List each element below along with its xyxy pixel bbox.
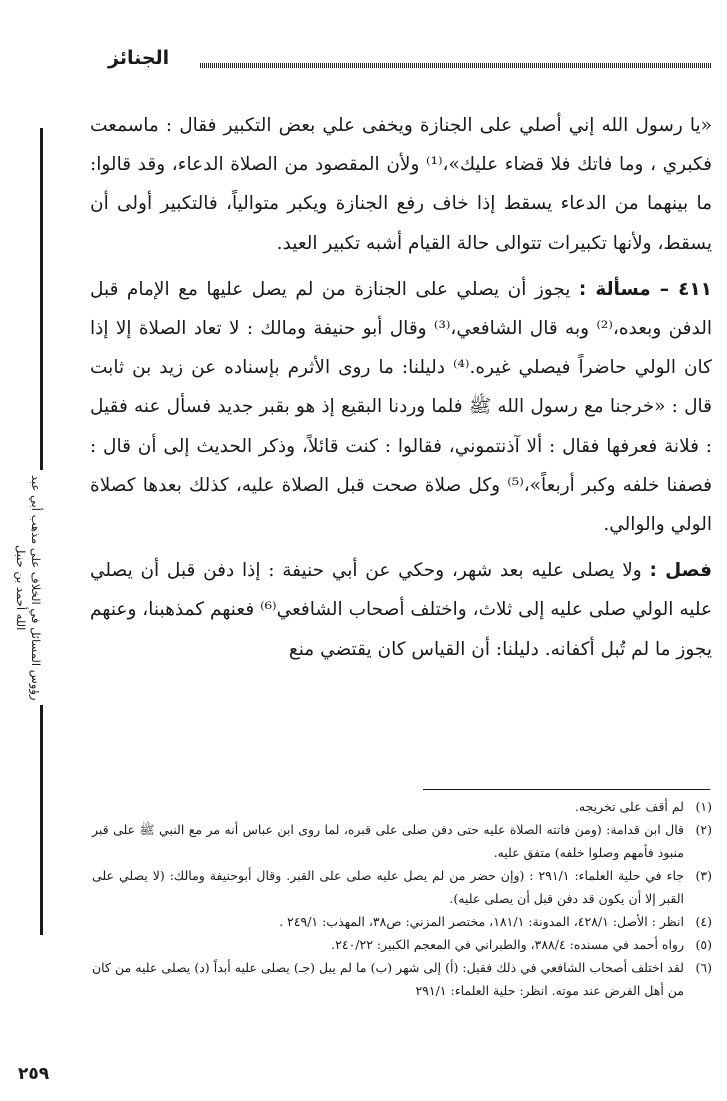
footnote-number: (٤)	[695, 914, 712, 929]
page-number: ٢٥٩	[18, 1064, 50, 1084]
paragraph-1: «يا رسول الله إني أصلي على الجنازة ويخفى علي بعض التكبير فقال : ماسمعت فكبري ، وما فاتك فلا قضاء عليك»،⁽¹⁾ ولأن المقصود من الصلاة الدعاء، وقد قالوا: ما بينهما من الدعاء يسقط إذا خاف رفع الجنازة ويكبر متوالياً، فالتكبير أولى أن يسقط، ولأنها تكبيرات تتوالى حالة القيام أشبه تكبير العيد.	[90, 115, 713, 254]
footnote-number: (٥)	[695, 937, 712, 952]
footnote	[92, 933, 712, 956]
footnotes	[92, 795, 712, 1002]
footnote-number: (١)	[695, 799, 712, 814]
paragraph-2-text: يجوز أن يصلي على الجنازة من لم يصل عليها مع الإمام قبل الدفن وبعده،⁽²⁾ وبه قال الشافعي،⁽³⁾ وقال أبو حنيفة ومالك : لا تعاد الصلاة إلا إذا كان الولي حاضراً فيصلي غيره.⁽⁴⁾ دليلنا: ما روى الأثرم بإسناده عن زيد بن ثابت قال : «خرجنا مع رسول الله ﷺ فلما وردنا البقيع إذ هو بقبر جديد فسأل عنه فقيل : فلانة فعرفها فقال : ألا آذنتموني، فقالوا : كنت قائلاً، وذكر الحديث إلى أن قال : فصفنا خلفه وكبر أربعاً»،⁽⁵⁾ وكل صلاة صحت قبل الصلاة عليه، كذلك بعدها كصلاة الولي والوالي.	[90, 278, 712, 536]
side-rule-lower	[40, 705, 43, 935]
footnote	[92, 818, 712, 864]
footnote	[92, 864, 712, 910]
footnote-text: لم أقف على تخريجه.	[574, 799, 684, 814]
footnote-number: (٦)	[695, 960, 712, 975]
footnote	[92, 910, 712, 933]
footnote	[92, 795, 712, 818]
issue-label: ٤١١ – مسألة :	[578, 278, 712, 300]
footnote-number: (٣)	[695, 868, 712, 883]
footnote-text: رواه أحمد في مسنده: ٣٨٨/٤، والطبراني في المعجم الكبير: ٢٤٠/٢٢.	[331, 937, 684, 952]
side-book-title: رؤوس المسائل في الخلاف على مذهب أبي عبد الله أحمد بن حنبل	[14, 474, 43, 701]
footnote	[92, 956, 712, 1002]
footnote-text: انظر : الأصل: ٤٢٨/١، المدونة: ١٨١/١، مختصر المزني: ص٣٨، المهذب: ٢٤٩/١ .	[279, 914, 684, 929]
footnote-number: (٢)	[695, 822, 712, 837]
main-text	[90, 106, 712, 669]
paragraph-2	[90, 270, 712, 544]
page-title: الجنائز	[108, 47, 170, 69]
paragraph-3-text: ولا يصلى عليه بعد شهر، وحكي عن أبي حنيفة : إذا دفن قبل أن يصلي عليه الولي صلى عليه إلى ثلاث، واختلف أصحاب الشافعي⁽⁶⁾ فعنهم كمذهبنا، وعنهم يجوز ما لم تُبل أكفانه. دليلنا: أن القياس كان يقتضي منع	[90, 560, 712, 660]
footnote-text: جاء في حلية العلماء: ٢٩١/١ : (وإن حضر من لم يصل عليه صلى على القبر. وقال أبوحنيفة ومالك: (لا يصلي على القبر إلا أن يكون قد دفن قبل أن يصلى عليه).	[92, 868, 684, 906]
footnote-text: لقد اختلف أصحاب الشافعي في ذلك فقيل: (أ) إلى شهر (ب) ما لم يبل (جـ) يصلى عليه أبداً (د) يصلى عليه من كان من أهل الفرض عند موته. انظر: حلية العلماء: ٢٩١/١	[92, 960, 684, 998]
section-label: فصل :	[649, 560, 713, 582]
footnote-separator	[423, 789, 710, 790]
paragraph-3	[90, 551, 712, 669]
footnote-text: قال ابن قدامة: (ومن فاتته الصلاة عليه حتى دفن صلى على قبره، لما روى ابن عباس أنه مر مع النبي ﷺ على قبر منبوذ فأمهم وصلوا خلفه) متفق عليه.	[92, 822, 684, 860]
side-rule-upper	[40, 128, 43, 470]
header-rule	[200, 63, 712, 68]
